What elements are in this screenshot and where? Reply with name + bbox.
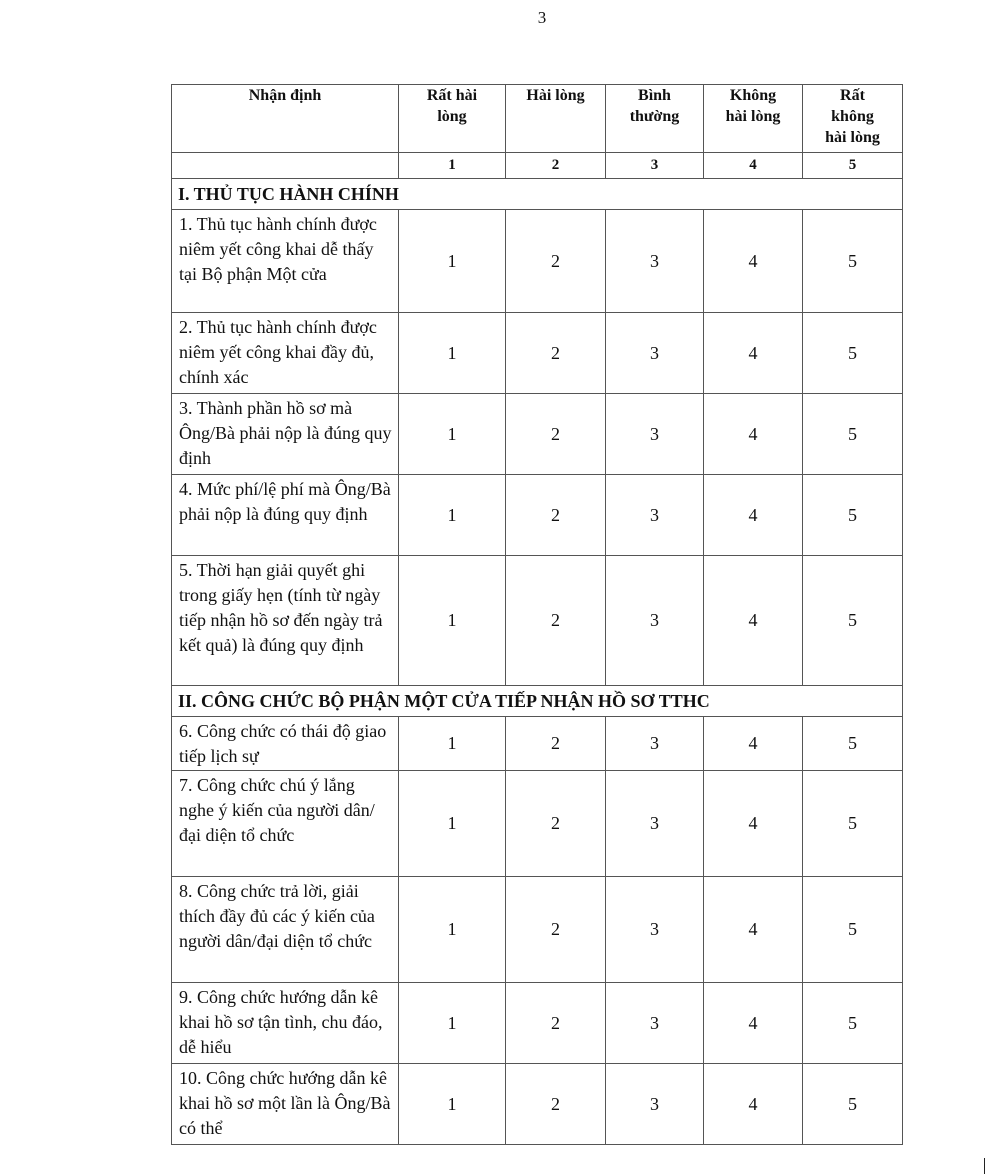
section-title: I. THỦ TỤC HÀNH CHÍNH [172,179,903,210]
rating-option-2[interactable]: 2 [506,771,606,877]
rating-option-1[interactable]: 1 [399,394,506,475]
rating-option-1[interactable]: 1 [399,983,506,1064]
scale-row [172,153,903,179]
rating-option-4[interactable]: 4 [704,210,803,313]
header-row [172,85,903,153]
header-very-satisfied: Rất hài lòng [399,85,506,153]
question-text: 6. Công chức có thái độ giao tiếp lịch sự [172,717,399,771]
section-header-row [172,686,903,717]
header-dissatisfied: Không hài lòng [704,85,803,153]
question-text: 10. Công chức hướng dẫn kê khai hồ sơ một lần là Ông/Bà có thể [172,1064,399,1145]
question-row [172,210,903,313]
rating-option-1[interactable]: 1 [399,556,506,686]
section-title: II. CÔNG CHỨC BỘ PHẬN MỘT CỬA TIẾP NHẬN HỒ SƠ TTHC [172,686,903,717]
rating-option-5[interactable]: 5 [803,394,903,475]
rating-option-4[interactable]: 4 [704,556,803,686]
rating-option-5[interactable]: 5 [803,556,903,686]
scale-5: 5 [803,153,903,179]
scale-2: 2 [506,153,606,179]
satisfaction-survey-table [171,84,903,1145]
rating-option-3[interactable]: 3 [606,556,704,686]
question-text: 3. Thành phần hồ sơ mà Ông/Bà phải nộp là đúng quy định [172,394,399,475]
rating-option-3[interactable]: 3 [606,394,704,475]
rating-option-1[interactable]: 1 [399,475,506,556]
question-row [172,771,903,877]
rating-option-5[interactable]: 5 [803,313,903,394]
question-text: 4. Mức phí/lệ phí mà Ông/Bà phải nộp là đúng quy định [172,475,399,556]
rating-option-5[interactable]: 5 [803,983,903,1064]
rating-option-1[interactable]: 1 [399,771,506,877]
rating-option-5[interactable]: 5 [803,475,903,556]
rating-option-4[interactable]: 4 [704,475,803,556]
rating-option-4[interactable]: 4 [704,313,803,394]
rating-option-4[interactable]: 4 [704,877,803,983]
scale-blank [172,153,399,179]
question-text: 9. Công chức hướng dẫn kê khai hồ sơ tận tình, chu đáo, dễ hiểu [172,983,399,1064]
rating-option-3[interactable]: 3 [606,313,704,394]
rating-option-4[interactable]: 4 [704,394,803,475]
rating-option-4[interactable]: 4 [704,983,803,1064]
question-row [172,983,903,1064]
rating-option-2[interactable]: 2 [506,717,606,771]
rating-option-5[interactable]: 5 [803,717,903,771]
rating-option-3[interactable]: 3 [606,877,704,983]
rating-option-2[interactable]: 2 [506,394,606,475]
question-row [172,313,903,394]
rating-option-1[interactable]: 1 [399,877,506,983]
rating-option-3[interactable]: 3 [606,717,704,771]
scale-3: 3 [606,153,704,179]
question-row [172,556,903,686]
question-text: 2. Thủ tục hành chính được niêm yết công khai đầy đủ, chính xác [172,313,399,394]
rating-option-1[interactable]: 1 [399,1064,506,1145]
question-row [172,394,903,475]
rating-option-2[interactable]: 2 [506,475,606,556]
rating-option-3[interactable]: 3 [606,771,704,877]
rating-option-1[interactable]: 1 [399,717,506,771]
rating-option-2[interactable]: 2 [506,556,606,686]
rating-option-3[interactable]: 3 [606,1064,704,1145]
scale-4: 4 [704,153,803,179]
rating-option-4[interactable]: 4 [704,771,803,877]
question-text: 5. Thời hạn giải quyết ghi trong giấy hẹn (tính từ ngày tiếp nhận hồ sơ đến ngày trả kết quả) là đúng quy định [172,556,399,686]
rating-option-5[interactable]: 5 [803,210,903,313]
rating-option-1[interactable]: 1 [399,210,506,313]
question-row [172,717,903,771]
question-row [172,1064,903,1145]
rating-option-3[interactable]: 3 [606,983,704,1064]
question-row [172,877,903,983]
header-neutral: Bình thường [606,85,704,153]
edge-mark [984,1158,985,1174]
rating-option-4[interactable]: 4 [704,1064,803,1145]
rating-option-2[interactable]: 2 [506,983,606,1064]
rating-option-3[interactable]: 3 [606,210,704,313]
rating-option-2[interactable]: 2 [506,1064,606,1145]
question-text: 1. Thủ tục hành chính được niêm yết công khai dễ thấy tại Bộ phận Một cửa [172,210,399,313]
rating-option-5[interactable]: 5 [803,877,903,983]
rating-option-2[interactable]: 2 [506,877,606,983]
rating-option-2[interactable]: 2 [506,313,606,394]
rating-option-5[interactable]: 5 [803,1064,903,1145]
rating-option-4[interactable]: 4 [704,717,803,771]
rating-option-1[interactable]: 1 [399,313,506,394]
question-text: 8. Công chức trả lời, giải thích đầy đủ các ý kiến của người dân/đại diện tổ chức [172,877,399,983]
question-row [172,475,903,556]
rating-option-3[interactable]: 3 [606,475,704,556]
rating-option-5[interactable]: 5 [803,771,903,877]
section-header-row [172,179,903,210]
page-number: 3 [537,8,547,27]
rating-option-2[interactable]: 2 [506,210,606,313]
header-statement: Nhận định [172,85,399,153]
question-text: 7. Công chức chú ý lắng nghe ý kiến của người dân/đại diện tổ chức [172,771,399,877]
scale-1: 1 [399,153,506,179]
header-very-dissatisfied: Rất không hài lòng [803,85,903,153]
header-satisfied: Hài lòng [506,85,606,153]
